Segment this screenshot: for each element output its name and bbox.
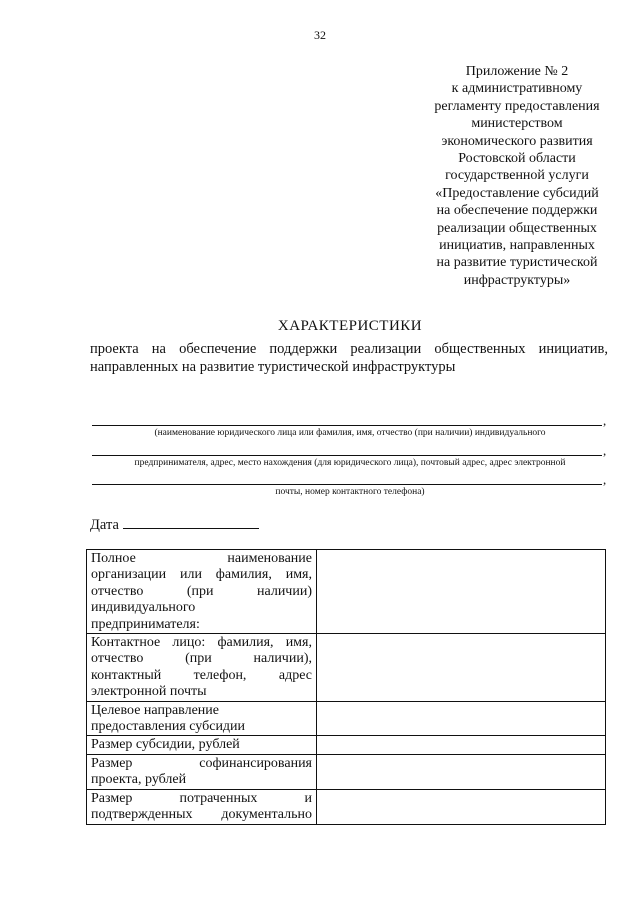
table-row xyxy=(87,634,606,702)
table-row xyxy=(87,789,606,824)
subtitle-line: направленных на развитие туристической инфраструктуры xyxy=(90,359,456,375)
line-comma: , xyxy=(603,443,607,458)
appendix-line: реализации общественных xyxy=(437,220,597,236)
label-line: организации или фамилия, имя, xyxy=(91,567,312,583)
appendix-line: инфраструктуры» xyxy=(463,272,571,288)
row-value-cell[interactable] xyxy=(317,754,606,789)
row-label-cell xyxy=(87,550,317,634)
label-line: отчество (при наличии), xyxy=(91,651,312,667)
page-number: 32 xyxy=(314,28,326,42)
row-label-cell xyxy=(87,736,317,754)
appendix-line: на обеспечение поддержки xyxy=(436,203,598,219)
date-field[interactable] xyxy=(123,516,259,529)
appendix-line: экономического развития xyxy=(441,133,593,149)
label-line: электронной почты xyxy=(91,684,207,700)
field-caption: почты, номер контактного телефона) xyxy=(275,487,425,497)
label-line: Размер субсидии, рублей xyxy=(91,737,240,753)
line-comma: , xyxy=(603,413,607,428)
label-line: Контактное лицо: фамилия, имя, xyxy=(91,635,312,651)
label-line: проекта, рублей xyxy=(91,772,187,788)
label-line: предоставления субсидии xyxy=(91,719,246,735)
appendix-line: Приложение № 2 xyxy=(465,64,569,79)
table-row xyxy=(87,550,606,634)
label-line: индивидуального xyxy=(91,600,196,616)
row-label-cell xyxy=(87,789,317,824)
row-value-cell[interactable] xyxy=(317,701,606,736)
document-title: ХАРАКТЕРИСТИКИ xyxy=(277,318,423,334)
label-line: отчество (при наличии) xyxy=(91,583,312,599)
label-line: Целевое направление xyxy=(91,702,219,718)
label-line: предпринимателя: xyxy=(91,616,200,632)
row-value-cell[interactable] xyxy=(317,736,606,754)
appendix-line: инициатив, направленных xyxy=(439,238,595,254)
subtitle-line: проекта на обеспечение поддержки реализации общественных инициатив, xyxy=(90,341,608,357)
applicant-address-line[interactable] xyxy=(92,455,602,456)
appendix-header xyxy=(417,63,617,289)
table-row xyxy=(87,736,606,754)
appendix-line: к административному xyxy=(451,81,583,97)
appendix-line: государственной услуги xyxy=(445,168,589,184)
row-value-cell[interactable] xyxy=(317,789,606,824)
table-row xyxy=(87,701,606,736)
appendix-line: на развитие туристической xyxy=(436,255,598,271)
appendix-line: Ростовской области xyxy=(458,151,576,167)
label-line: контактный телефон, адрес xyxy=(91,667,312,683)
row-label-cell xyxy=(87,754,317,789)
appendix-line: «Предоставление субсидий xyxy=(435,185,599,201)
characteristics-table xyxy=(86,549,606,825)
line-comma: , xyxy=(603,472,607,487)
field-caption: предпринимателя, адрес, место нахождения (для юридического лица), почтовый адрес, адрес электронной xyxy=(134,458,566,468)
row-label-cell xyxy=(87,634,317,702)
row-label-cell xyxy=(87,701,317,736)
label-line: Полное наименование xyxy=(91,551,312,566)
appendix-line: министерством xyxy=(471,116,563,132)
field-caption: (наименование юридического лица или фамилия, имя, отчество (при наличии) индивидуального xyxy=(154,428,546,438)
label-line: подтвержденных документально xyxy=(91,807,312,823)
applicant-name-line[interactable] xyxy=(92,425,602,426)
date-label: Дата xyxy=(90,517,119,533)
row-value-cell[interactable] xyxy=(317,634,606,702)
appendix-line: регламенту предоставления xyxy=(434,98,600,114)
label-line: Размер потраченных и xyxy=(91,790,312,806)
label-line: Размер софинансирования xyxy=(91,755,312,771)
row-value-cell[interactable] xyxy=(317,550,606,634)
date-row xyxy=(90,516,259,534)
document-subtitle xyxy=(90,340,608,376)
applicant-contact-line[interactable] xyxy=(92,484,602,485)
table-row xyxy=(87,754,606,789)
